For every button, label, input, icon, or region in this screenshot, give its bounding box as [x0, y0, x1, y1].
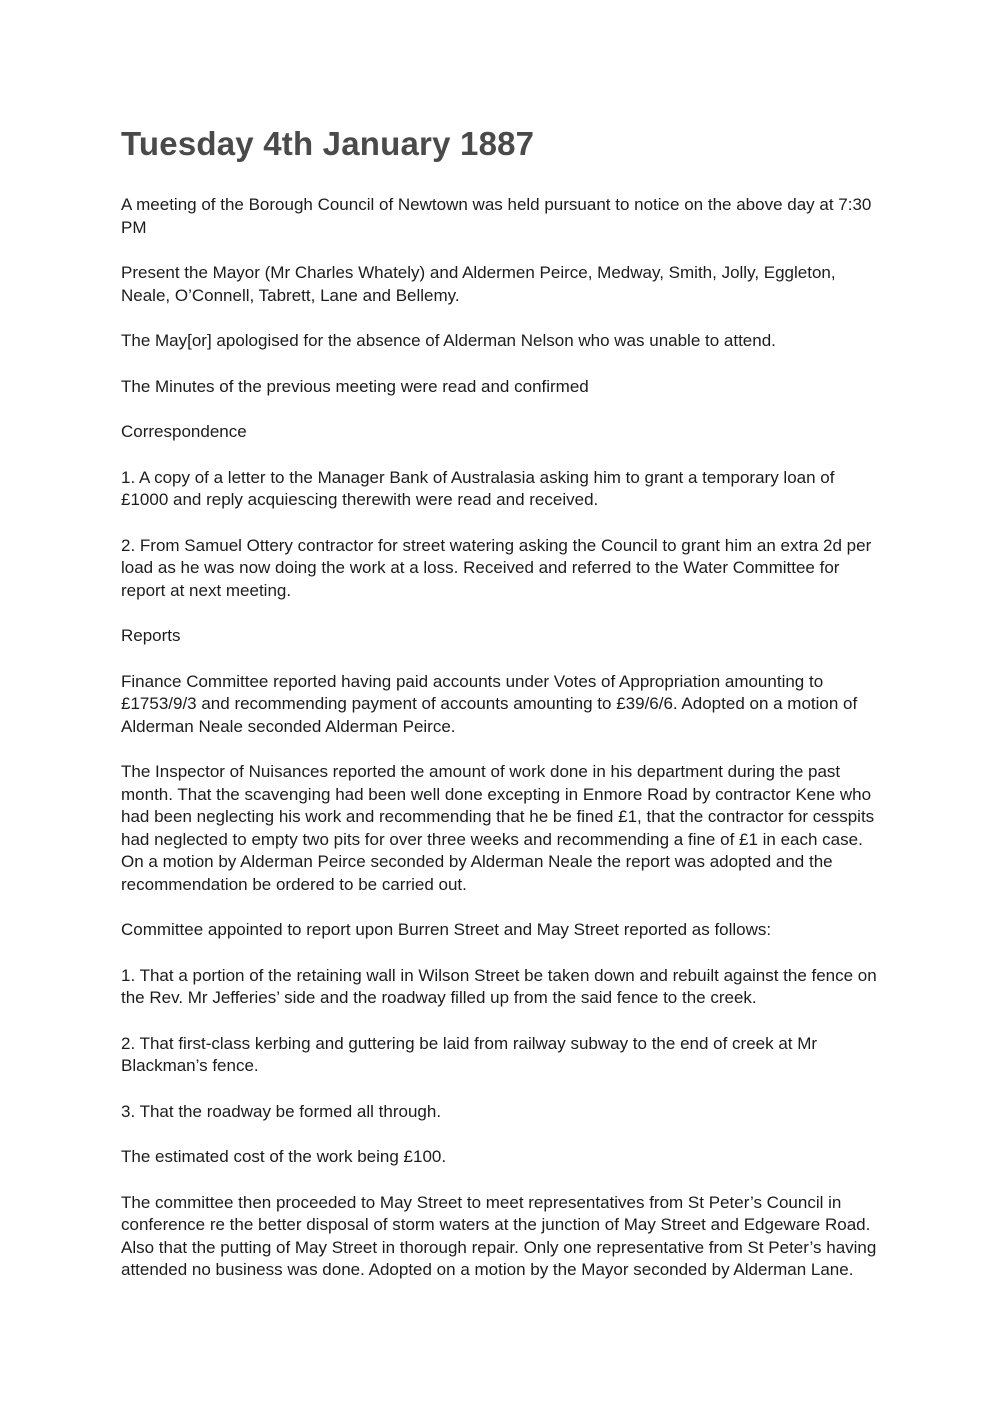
reports-heading: Reports — [121, 626, 181, 645]
inspector-report-paragraph: The Inspector of Nuisances reported the amount of work done in his department during the past month. That the scavenging had been well done excepting in Enmore Road by contractor Kene who had been neglecting his work and recommending that he be fined £1, that the contractor for cesspits had neglected to empty two pits for over three weeks and recommending a fine of £1 in each case. On a motion by Alderman Peirce seconded by Alderman Neale the report was adopted and the recommendation be ordered to be carried out. — [121, 762, 875, 894]
may-street-paragraph: The committee then proceeded to May Street to meet representatives from St Peter’s Council in conference re the better disposal of storm waters at the junction of May Street and Edgeware Road. Also that the putting of May Street in thorough repair. Only one representative from St Peter’s having attended no business was done. Adopted on a motion by the Mayor seconded by Alderman Lane. — [121, 1192, 877, 1279]
minutes-paragraph: The Minutes of the previous meeting were read and confirmed — [121, 376, 589, 396]
committee-item-2: 2. That first-class kerbing and guttering be laid from railway subway to the end of creek at Mr Blackman’s fence. — [121, 1033, 818, 1075]
committee-report-intro: Committee appointed to report upon Burren Street and May Street reported as follows: — [121, 920, 772, 939]
finance-report-paragraph: Finance Committee reported having paid accounts under Votes of Appropriation amounting to £1753/9/3 and recommending payment of accounts amounting to £39/6/6. Adopted on a motion of Alderman Neale seconded Alderman Peirce. — [121, 671, 858, 736]
document-page — [121, 112, 881, 1305]
apology-paragraph: The May[or] apologised for the absence of Alderman Nelson who was unable to attend. — [121, 331, 776, 350]
committee-item-3: 3. That the roadway be formed all through. — [121, 1101, 442, 1121]
committee-item-1: 1. That a portion of the retaining wall in Wilson Street be taken down and rebuilt against the fence on the Rev. Mr Jefferies’ side and the roadway filled up from the said fence to the creek. — [121, 965, 877, 1007]
page-title: Tuesday 4th January 1887 — [121, 125, 535, 162]
estimated-cost-paragraph: The estimated cost of the work being £100. — [121, 1147, 447, 1166]
attendance-paragraph: Present the Mayor (Mr Charles Whately) and Aldermen Peirce, Medway, Smith, Jolly, Eggleton, Neale, O’Connell, Tabrett, Lane and Bellemy. — [121, 263, 836, 305]
correspondence-item-2: 2. From Samuel Ottery contractor for street watering asking the Council to grant him an extra 2d per load as he was now doing the work at a loss. Received and referred to the Water Committee for report at next meeting. — [121, 535, 872, 600]
correspondence-item-1: 1. A copy of a letter to the Manager Bank of Australasia asking him to grant a temporary loan of £1000 and reply acquiescing therewith were read and received. — [121, 467, 835, 509]
correspondence-heading: Correspondence — [121, 422, 247, 441]
meeting-notice-paragraph: A meeting of the Borough Council of Newtown was held pursuant to notice on the above day at 7:30 PM — [121, 195, 872, 237]
